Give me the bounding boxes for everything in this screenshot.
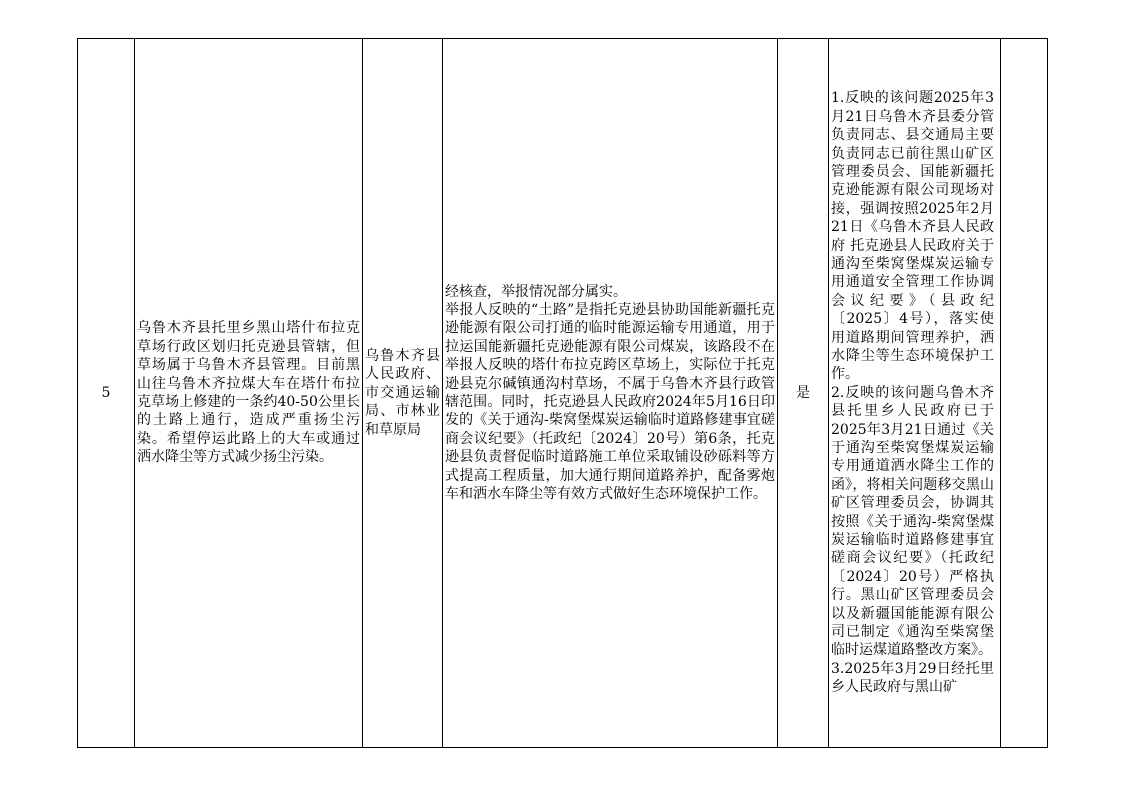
findings-text: 经核查，举报情况部分属实。 举报人反映的“土路”是指托克逊县协助国能新疆托克逊能源有限公司打通的临时能源运输专用通道，用于拉运国能新疆托克逊能源有限公司煤炭，该路段不在举报人反映的塔什布拉克跨区草场上，实际位于托克逊县克尔碱镇通沟村草场，不属于乌鲁木齐县行政管辖范围。同时，托克逊县人民政府2024年5月16日印发的《关于通沟-柴窝堡煤炭运输临时道路修建事宜磋商会议纪要》（托政纪〔2024〕20号）第6条，托克逊县负责督促临时道路施工单位采取铺设砂砾料等方式提高工程质量，加大通行期间道路养护，配备雾炮车和洒水车降尘等有效方式做好生态环境保护工作。 [445,283,775,503]
rectification-text: 1.反映的该问题2025年3月21日乌鲁木齐县委分管负责同志、县交通局主要负责同志已前往黑山矿区管理委员会、国能新疆托克逊能源有限公司现场对接，强调按照2025年2月21日《乌鲁木齐县人民政府 托克逊县人民政府关于通沟至柴窝堡煤炭运输专用通道安全管理工作协调会议纪要》（县政纪〔2025〕4号），落实使用道路期间管理养护，洒水降尘等生态环境保护工作。 2.反映的该问题乌鲁木齐县托里乡人民政府已于2025年3月21日通过《关于通沟至柴窝堡煤炭运输专用通道洒水降尘工作的函》，将相关问题移交黑山矿区管理委员会，协调其按照《关于通沟-柴窝堡煤炭运输临时道路修建事宜磋商会议纪要》（托政纪〔2024〕20号）严格执行。黑山矿区管理委员会以及新疆国能能源有限公司已制定《通沟至柴窝堡临时运煤道路整改方案》。 3.2025年3月29日经托里乡人民政府与黑山矿 [831,90,994,696]
report-table [77,38,1048,748]
findings-cell [443,39,778,748]
rectification-cell [829,39,1001,748]
row-index-cell [78,39,135,748]
department-cell [363,39,443,748]
verified-flag: 是 [796,384,810,401]
notes-cell [1001,39,1048,748]
row-index: 5 [101,384,111,401]
verified-cell [778,39,829,748]
complaint-text: 乌鲁木齐县托里乡黑山塔什布拉克草场行政区划归托克逊县管辖，但草场属于乌鲁木齐县管理。目前黑山往乌鲁木齐拉煤大车在塔什布拉克草场上修建的一条约40-50公里长的土路上通行，造成严重扬尘污染。希望停运此路上的大车或通过洒水降尘等方式减少扬尘污染。 [137,320,360,466]
table-row [78,39,1048,748]
complaint-cell [135,39,363,748]
department-text: 乌鲁木齐县人民政府、市交通运输局、市林业和草原局 [365,347,440,438]
